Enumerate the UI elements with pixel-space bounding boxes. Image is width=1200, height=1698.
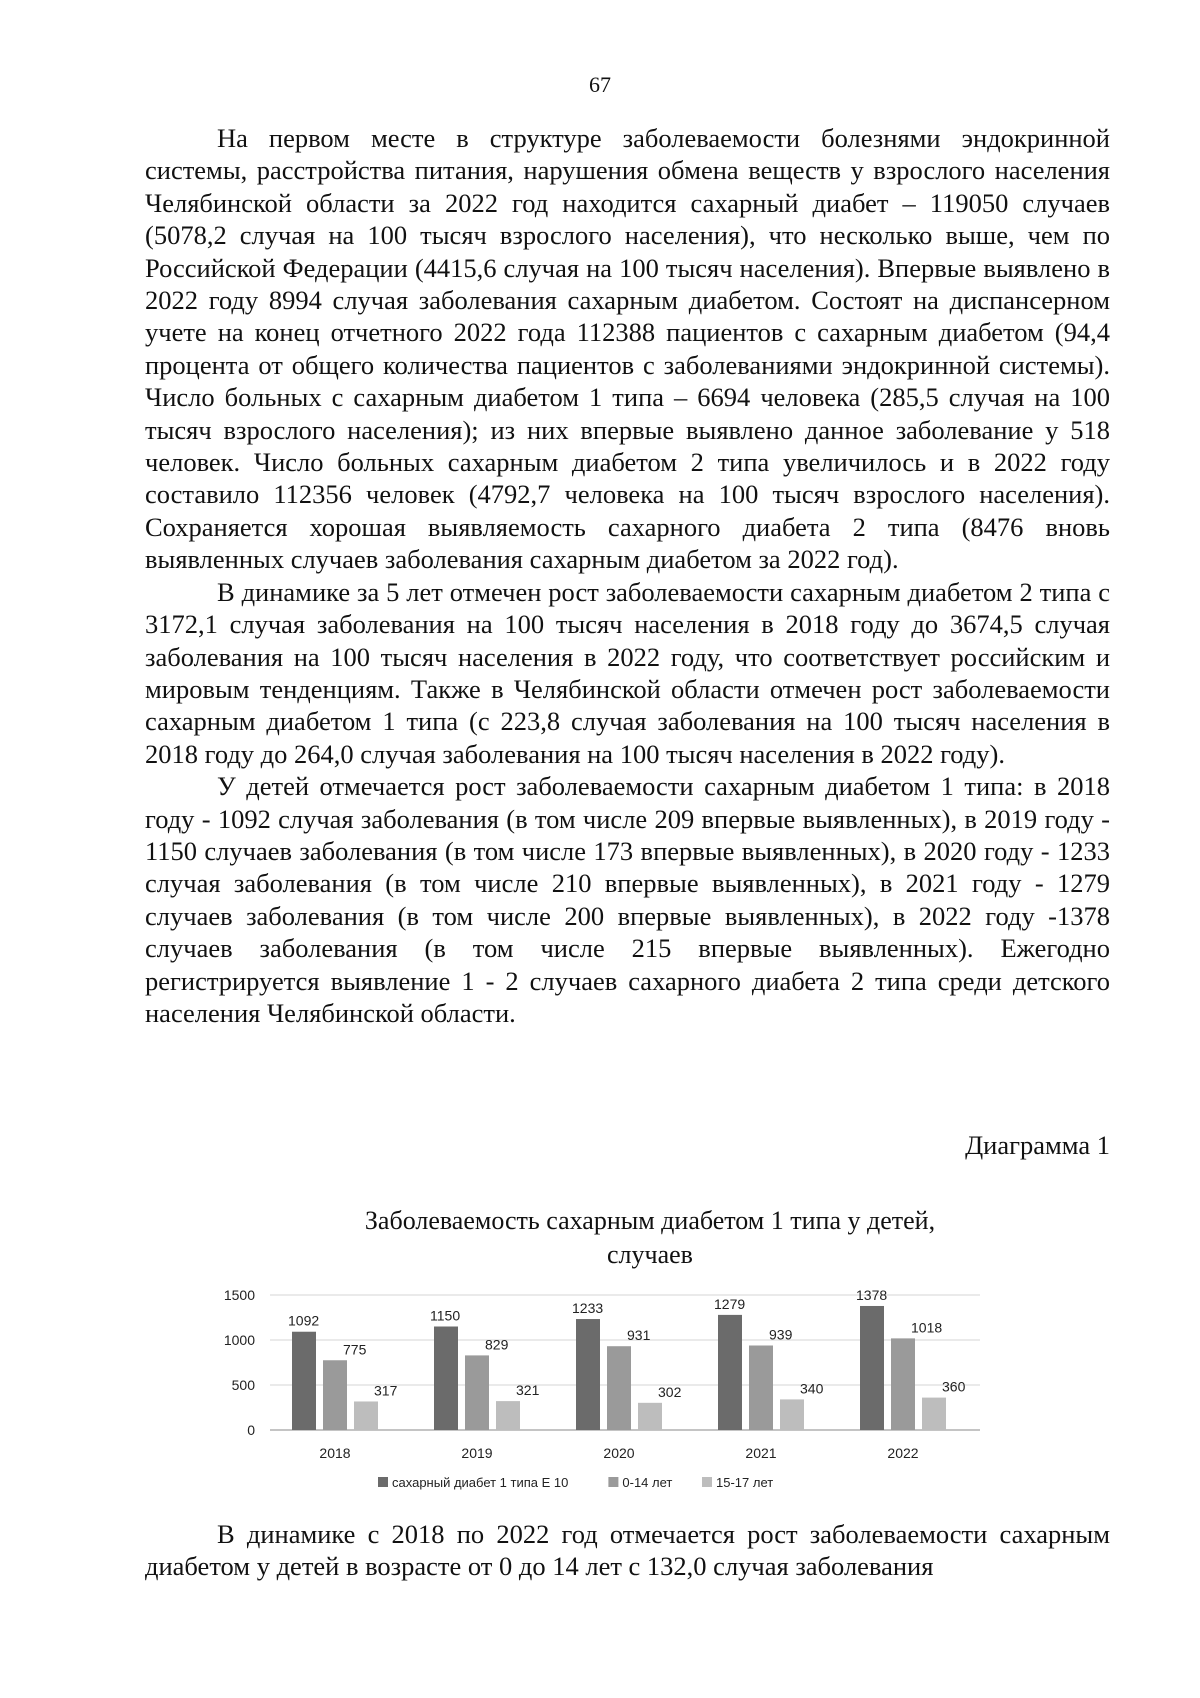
page-number: 67 xyxy=(589,72,611,97)
data-label: 1279 xyxy=(714,1295,746,1312)
body-text-continued xyxy=(145,1518,1110,1583)
data-label: 321 xyxy=(516,1382,540,1399)
data-label: 829 xyxy=(485,1336,509,1353)
paragraph-children: У детей отмечается рост заболеваемости сахарным диабетом 1 типа: в 2018 году - 1092 случая заболевания (в том числе 209 впервые выявленных), в 2019 году - 1150 случаев заболевания (в том числе 173 впервые выявленных), в 2020 году - 1233 случая заболевания (в том числе 210 впервые выявленных), в 2021 году - 1279 случаев заболевания (в том числе 200 впервые выявленных), в 2022 году -1378 случаев заболевания (в том числе 215 впервые выявленных). Ежегодно регистрируется выявление 1 - 2 случаев сахарного диабета 2 типа среди детского населения Челябинской области. xyxy=(145,771,1110,1028)
chart-title xyxy=(280,1204,1020,1272)
bar-2021-series-1 xyxy=(718,1315,742,1430)
data-label: 340 xyxy=(800,1380,824,1397)
legend-swatch-2 xyxy=(608,1477,618,1487)
bar-2019-series-3 xyxy=(496,1401,520,1430)
bar-chart xyxy=(200,1275,1000,1505)
chart-title-line-1: Заболеваемость сахарным диабетом 1 типа у детей, xyxy=(364,1206,936,1235)
x-tick-label: 2019 xyxy=(461,1445,493,1461)
paragraph-dynamics: В динамике за 5 лет отмечен рост заболеваемости сахарным диабетом 2 типа с 3172,1 случая заболевания на 100 тысяч населения в 2018 году до 3674,5 случая заболевания на 100 тысяч населения в 2022 году, что соответствует российским и мировым тенденциям. Также в Челябинской области отмечен рост заболеваемости сахарным диабетом 1 типа (с 223,8 случая заболевания на 100 тысяч населения в 2018 году до 264,0 случая заболевания на 100 тысяч населения в 2022 году). xyxy=(145,576,1110,769)
data-label: 931 xyxy=(627,1327,651,1344)
legend-label: 0-14 лет xyxy=(622,1475,673,1490)
paragraph-endocrine: На первом месте в структуре заболеваемости болезнями эндокринной системы, расстройства питания, нарушения обмена веществ у взрослого населения Челябинской области за 2022 год находится сахарный диабет – 119050 случаев (5078,2 случая на 100 тысяч взрослого населения), что несколько выше, чем по Российской Федерации (4415,6 случая на 100 тысяч населения). Впервые выявлено в 2022 году 8994 случая заболевания сахарным диабетом. Состоят на диспансерном учете на конец отчетного 2022 года 112388 пациентов с сахарным диабетом (94,4 процента от общего количества пациентов с заболеваниями эндокринной системы). Число больных с сахарным диабетом 1 типа – 6694 человека (285,5 случая на 100 тысяч взрослого населения); из них впервые выявлено данное заболевание у 518 человек. Число больных сахарным диабетом 2 типа увеличилось и в 2022 году составило 112356 человек (4792,7 человека на 100 тысяч взрослого населения). Сохраняется хорошая выявляемость сахарного диабета 2 типа (8476 вновь выявленных случаев заболевания сахарным диабетом за 2022 год). xyxy=(145,123,1110,575)
bar-2020-series-2 xyxy=(607,1346,631,1430)
data-label: 939 xyxy=(769,1326,793,1343)
figure-caption: Диаграмма 1 xyxy=(965,1130,1110,1160)
legend-swatch-3 xyxy=(702,1477,712,1487)
bar-2021-series-2 xyxy=(749,1345,773,1430)
data-label: 317 xyxy=(374,1382,398,1399)
data-label: 1150 xyxy=(430,1307,461,1324)
y-tick-label: 1000 xyxy=(223,1332,255,1348)
data-label: 1092 xyxy=(288,1312,320,1329)
data-label: 360 xyxy=(942,1378,966,1395)
bar-2022-series-2 xyxy=(891,1338,915,1430)
bar-2022-series-1 xyxy=(860,1306,884,1430)
x-tick-label: 2020 xyxy=(603,1445,635,1461)
x-tick-label: 2022 xyxy=(887,1445,919,1461)
legend-label: 15-17 лет xyxy=(716,1475,774,1490)
x-tick-label: 2018 xyxy=(319,1445,351,1461)
paragraph-tail: В динамике с 2018 по 2022 год отмечается рост заболеваемости сахарным диабетом у детей в возрасте от 0 до 14 лет с 132,0 случая заболевания xyxy=(145,1519,1110,1582)
data-label: 1378 xyxy=(856,1286,888,1303)
bar-2018-series-2 xyxy=(323,1360,347,1430)
bar-2019-series-2 xyxy=(465,1355,489,1430)
y-tick-label: 0 xyxy=(247,1422,255,1438)
bar-2019-series-1 xyxy=(434,1327,458,1431)
chart-title-line-2: случаев xyxy=(607,1240,693,1269)
legend-swatch-1 xyxy=(378,1477,388,1487)
bar-2020-series-1 xyxy=(576,1319,600,1430)
bar-2022-series-3 xyxy=(922,1398,946,1430)
x-tick-label: 2021 xyxy=(745,1445,777,1461)
y-tick-label: 1500 xyxy=(223,1287,255,1303)
data-label: 1233 xyxy=(572,1300,604,1317)
bar-2021-series-3 xyxy=(780,1399,804,1430)
bar-2018-series-3 xyxy=(354,1401,378,1430)
y-tick-label: 500 xyxy=(231,1377,255,1393)
bar-2018-series-1 xyxy=(292,1332,316,1430)
bar-2020-series-3 xyxy=(638,1403,662,1430)
data-label: 302 xyxy=(658,1383,682,1400)
body-text xyxy=(145,122,1110,1029)
data-label: 775 xyxy=(343,1341,367,1358)
data-label: 1018 xyxy=(911,1319,943,1336)
legend-label: сахарный диабет 1 типа Е 10 xyxy=(392,1475,569,1490)
